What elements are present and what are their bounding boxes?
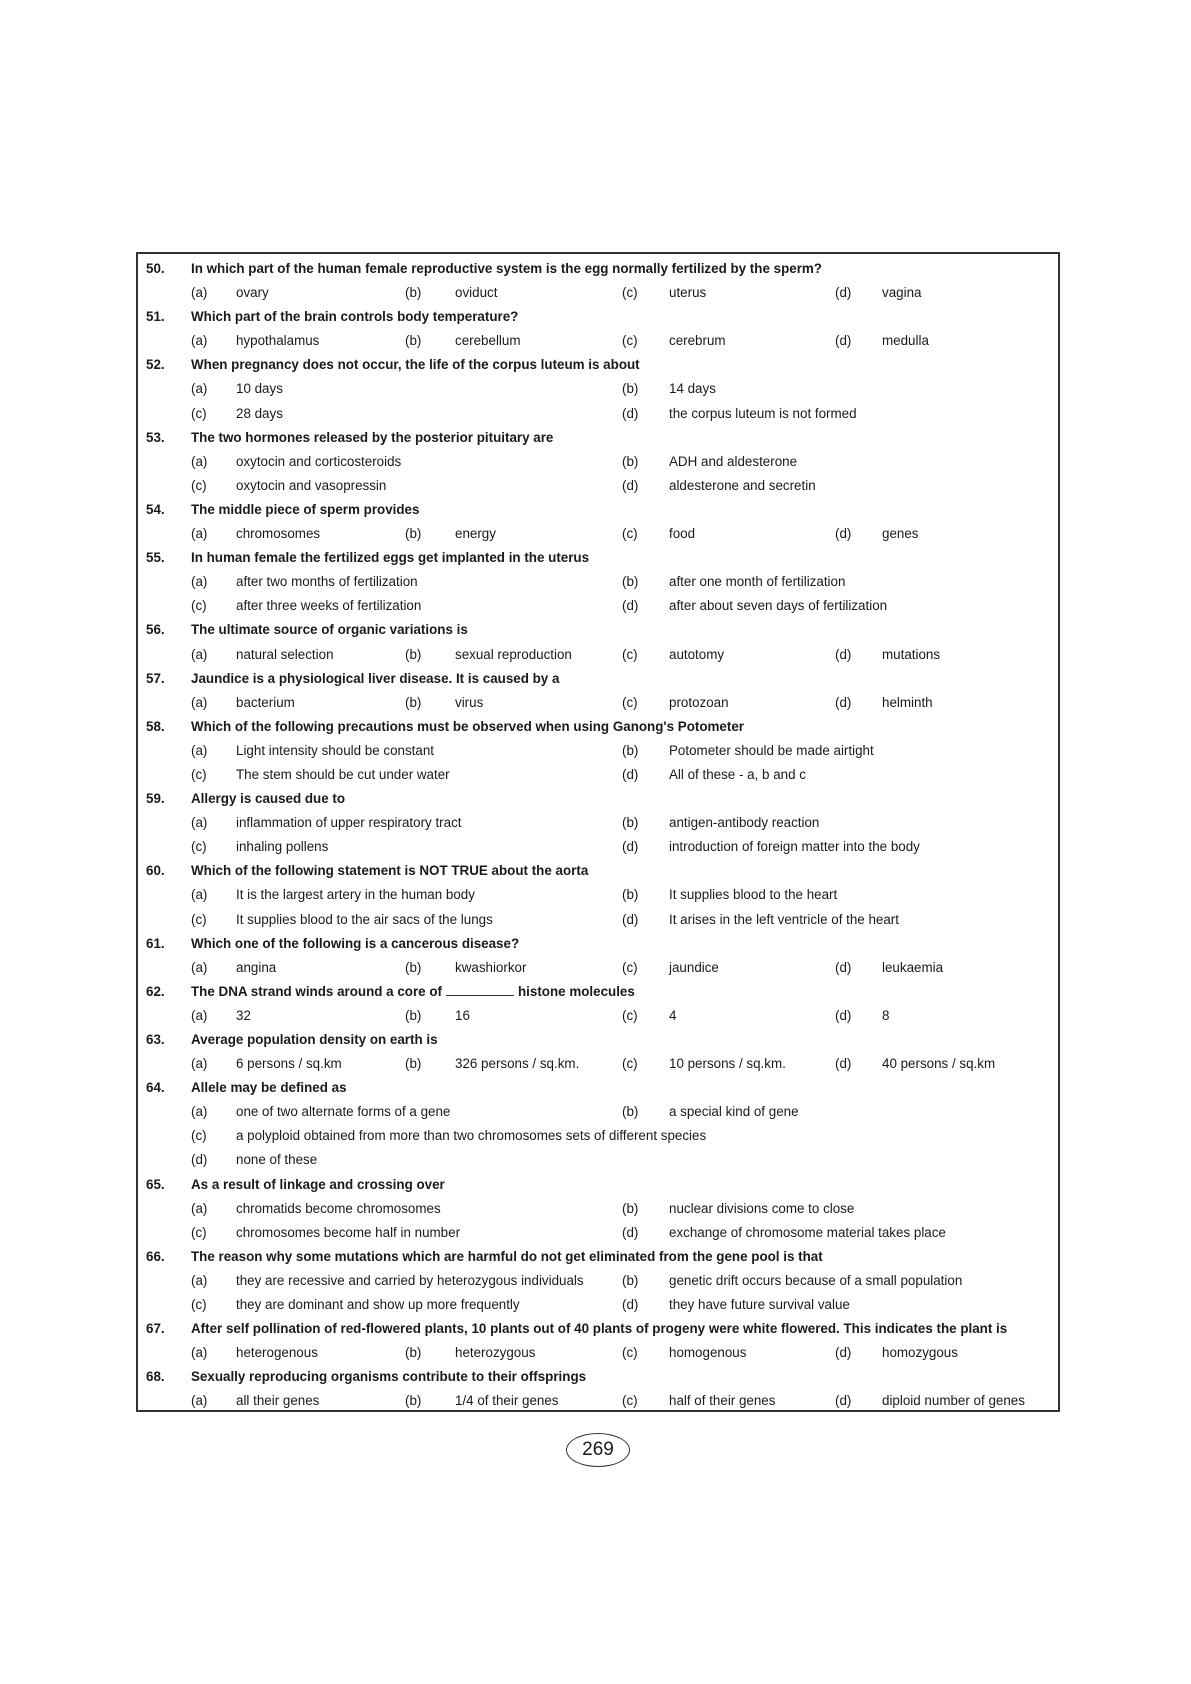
- question-text: In human female the fertilized eggs get implanted in the uterus: [191, 550, 590, 566]
- option-label: (c): [622, 959, 638, 975]
- question-row: [138, 426, 1058, 450]
- options-row: [138, 281, 1058, 305]
- options-row: [138, 835, 1058, 859]
- question-number: 66.: [146, 1248, 165, 1264]
- question-row: [138, 859, 1058, 883]
- option-text: 6 persons / sq.km: [236, 1056, 342, 1072]
- option-text: chromatids become chromosomes: [236, 1200, 441, 1216]
- question-number: 60.: [146, 863, 165, 879]
- question-number: 54.: [146, 501, 165, 517]
- option-text: autotomy: [669, 646, 725, 662]
- option-text: after two months of fertilization: [236, 574, 418, 590]
- option-text: food: [669, 526, 696, 542]
- question-text: In which part of the human female reproductive system is the egg normally fertilized by the sperm?: [191, 261, 822, 276]
- option-label: (d): [622, 911, 639, 927]
- option-text: It supplies blood to the air sacs of the lungs: [236, 911, 493, 927]
- option-label: (c): [191, 405, 207, 421]
- question-text: The reason why some mutations which are harmful do not get eliminated from the gene pool is that: [191, 1248, 823, 1264]
- question-text: Which one of the following is a cancerous disease?: [191, 935, 520, 951]
- option-label: (a): [191, 1200, 208, 1216]
- option-text: chromosomes: [236, 526, 321, 542]
- option-text: virus: [455, 694, 484, 710]
- options-row: [138, 1148, 1058, 1172]
- option-label: (a): [191, 1345, 208, 1361]
- option-text: 10 days: [236, 381, 283, 397]
- options-row: [138, 402, 1058, 426]
- option-text: 10 persons / sq.km.: [669, 1056, 786, 1072]
- option-text: the corpus luteum is not formed: [669, 405, 857, 421]
- question-number: 57.: [146, 670, 165, 686]
- question-row: [138, 546, 1058, 570]
- option-label: (c): [622, 1393, 638, 1409]
- question-text: The middle piece of sperm provides: [191, 501, 420, 517]
- option-text: sexual reproduction: [455, 646, 572, 662]
- option-text: natural selection: [236, 646, 334, 662]
- option-text: they are dominant and show up more frequently: [236, 1297, 520, 1313]
- option-label: (b): [405, 1393, 422, 1409]
- option-label: (d): [191, 1152, 208, 1168]
- option-text: helminth: [882, 694, 933, 710]
- options-row: [138, 570, 1058, 594]
- option-label: (b): [405, 694, 422, 710]
- option-label: (d): [622, 598, 639, 614]
- option-text: medulla: [882, 333, 929, 349]
- question-row: [138, 257, 1058, 281]
- option-text: 40 persons / sq.km: [882, 1056, 996, 1072]
- option-text: after about seven days of fertilization: [669, 598, 888, 614]
- options-row: [138, 691, 1058, 715]
- option-label: (c): [191, 839, 207, 855]
- options-row: [138, 739, 1058, 763]
- question-row: [138, 980, 1058, 1004]
- option-label: (b): [622, 815, 639, 831]
- option-label: (c): [622, 285, 638, 301]
- option-text: It arises in the left ventricle of the heart: [669, 911, 899, 927]
- option-text: all their genes: [236, 1393, 320, 1409]
- option-label: (a): [191, 959, 208, 975]
- option-label: (a): [191, 1007, 208, 1023]
- question-row: [138, 932, 1058, 956]
- option-label: (a): [191, 742, 208, 758]
- question-row: [138, 353, 1058, 377]
- option-text: 4: [669, 1007, 677, 1023]
- option-label: (d): [835, 959, 852, 975]
- question-text: The ultimate source of organic variations is: [191, 622, 468, 638]
- option-text: 8: [882, 1007, 890, 1023]
- option-label: (c): [191, 598, 207, 614]
- option-label: (c): [622, 526, 638, 542]
- option-text: after one month of fertilization: [669, 574, 846, 590]
- option-text: hypothalamus: [236, 333, 320, 349]
- question-number: 53.: [146, 429, 165, 445]
- question-number: 52.: [146, 357, 165, 373]
- option-label: (c): [191, 1224, 207, 1240]
- option-text: 326 persons / sq.km.: [455, 1056, 580, 1072]
- option-text: jaundice: [669, 959, 719, 975]
- options-row: [138, 1100, 1058, 1124]
- option-label: (a): [191, 574, 208, 590]
- option-text: 28 days: [236, 405, 283, 421]
- options-row: [138, 643, 1058, 667]
- option-text: homozygous: [882, 1345, 958, 1361]
- option-label: (b): [622, 453, 639, 469]
- question-row: [138, 618, 1058, 642]
- question-number: 65.: [146, 1176, 165, 1192]
- question-row: [138, 498, 1058, 522]
- option-label: (c): [622, 694, 638, 710]
- option-label: (d): [835, 1393, 852, 1409]
- options-row: [138, 1269, 1058, 1293]
- question-row: [138, 715, 1058, 739]
- option-text: after three weeks of fertilization: [236, 598, 422, 614]
- option-label: (a): [191, 646, 208, 662]
- option-text: nuclear divisions come to close: [669, 1200, 855, 1216]
- option-text: heterozygous: [455, 1345, 536, 1361]
- options-row: [138, 1197, 1058, 1221]
- option-text: genes: [882, 526, 919, 542]
- option-text: exchange of chromosome material takes place: [669, 1224, 946, 1240]
- option-label: (d): [835, 1345, 852, 1361]
- option-text: ADH and aldesterone: [669, 453, 798, 469]
- option-label: (c): [191, 911, 207, 927]
- options-row: [138, 1389, 1058, 1413]
- option-text: a polyploid obtained from more than two chromosomes sets of different species: [236, 1128, 707, 1144]
- question-number: 56.: [146, 622, 165, 638]
- question-number: 64.: [146, 1080, 165, 1096]
- option-label: (b): [405, 959, 422, 975]
- option-label: (d): [835, 1056, 852, 1072]
- option-label: (d): [835, 694, 852, 710]
- option-label: (d): [622, 1297, 639, 1313]
- option-label: (d): [622, 839, 639, 855]
- option-label: (c): [191, 766, 207, 782]
- option-text: Light intensity should be constant: [236, 742, 435, 758]
- option-label: (a): [191, 1056, 208, 1072]
- options-row: [138, 1221, 1058, 1245]
- option-text: antigen-antibody reaction: [669, 815, 820, 831]
- option-text: oxytocin and vasopressin: [236, 477, 387, 493]
- option-label: (b): [622, 742, 639, 758]
- option-text: Potometer should be made airtight: [669, 742, 874, 758]
- option-label: (a): [191, 815, 208, 831]
- question-text: As a result of linkage and crossing over: [191, 1176, 445, 1192]
- option-text: homogenous: [669, 1345, 747, 1361]
- question-text: Which of the following statement is NOT TRUE about the aorta: [191, 863, 589, 879]
- question-row: [138, 1028, 1058, 1052]
- option-label: (b): [622, 574, 639, 590]
- options-row: [138, 1124, 1058, 1148]
- option-label: (b): [405, 285, 422, 301]
- option-label: (c): [191, 477, 207, 493]
- options-row: [138, 1293, 1058, 1317]
- question-row: [138, 1317, 1058, 1341]
- question-number: 63.: [146, 1032, 165, 1047]
- option-text: they have future survival value: [669, 1297, 850, 1313]
- question-row: [138, 787, 1058, 811]
- option-label: (c): [191, 1128, 207, 1144]
- question-text: Allergy is caused due to: [191, 791, 346, 807]
- option-label: (b): [622, 1104, 639, 1120]
- option-label: (b): [622, 1272, 639, 1288]
- option-text: aldesterone and secretin: [669, 477, 816, 493]
- option-text: leukaemia: [882, 959, 944, 975]
- question-number: 50.: [146, 261, 165, 276]
- option-label: (d): [622, 1224, 639, 1240]
- question-frame: [136, 252, 1060, 1412]
- question-text: Which part of the brain controls body temperature?: [191, 309, 519, 325]
- option-label: (b): [622, 887, 639, 903]
- option-label: (b): [622, 1200, 639, 1216]
- option-label: (b): [405, 1056, 422, 1072]
- option-text: chromosomes become half in number: [236, 1224, 461, 1240]
- question-number: 59.: [146, 791, 165, 807]
- question-text: Allele may be defined as: [191, 1080, 347, 1096]
- option-label: (a): [191, 453, 208, 469]
- option-text: 1/4 of their genes: [455, 1393, 559, 1409]
- option-label: (a): [191, 381, 208, 397]
- option-label: (a): [191, 526, 208, 542]
- options-row: [138, 1004, 1058, 1028]
- option-text: one of two alternate forms of a gene: [236, 1104, 451, 1120]
- option-label: (b): [405, 1345, 422, 1361]
- options-row: [138, 377, 1058, 401]
- option-text: oxytocin and corticosteroids: [236, 453, 402, 469]
- question-number: 55.: [146, 550, 165, 566]
- options-row: [138, 763, 1058, 787]
- question-row: [138, 1365, 1058, 1389]
- option-text: energy: [455, 526, 496, 542]
- question-text: [191, 980, 635, 1004]
- question-number: 61.: [146, 935, 165, 951]
- option-text: a special kind of gene: [669, 1104, 799, 1120]
- options-row: [138, 883, 1058, 907]
- options-row: [138, 956, 1058, 980]
- options-row: [138, 522, 1058, 546]
- option-text: 14 days: [669, 381, 716, 397]
- question-number: 51.: [146, 309, 165, 325]
- option-text: genetic drift occurs because of a small population: [669, 1272, 963, 1288]
- option-label: (a): [191, 333, 208, 349]
- option-label: (b): [405, 646, 422, 662]
- question-text-after: histone molecules: [517, 983, 635, 999]
- option-text: angina: [236, 959, 277, 975]
- option-text: half of their genes: [669, 1393, 776, 1409]
- question-row: [138, 1173, 1058, 1197]
- option-label: (a): [191, 285, 208, 301]
- option-text: none of these: [236, 1152, 318, 1168]
- option-label: (d): [835, 1007, 852, 1023]
- option-text: cerebrum: [669, 333, 726, 349]
- option-text: ovary: [236, 285, 269, 301]
- option-label: (d): [835, 646, 852, 662]
- option-label: (a): [191, 887, 208, 903]
- option-text: protozoan: [669, 694, 729, 710]
- option-label: (b): [622, 381, 639, 397]
- question-number: 62.: [146, 983, 165, 999]
- option-label: (d): [835, 333, 852, 349]
- option-label: (a): [191, 1104, 208, 1120]
- option-label: (b): [405, 333, 422, 349]
- option-text: they are recessive and carried by heterozygous individuals: [236, 1272, 584, 1288]
- question-row: [138, 1245, 1058, 1269]
- option-text: mutations: [882, 646, 941, 662]
- options-row: [138, 474, 1058, 498]
- question-number: 68.: [146, 1369, 165, 1385]
- option-text: bacterium: [236, 694, 295, 710]
- question-text-before: The DNA strand winds around a core of: [191, 983, 442, 999]
- option-label: (d): [622, 405, 639, 421]
- option-label: (c): [622, 1007, 638, 1023]
- option-text: 16: [455, 1007, 470, 1023]
- option-label: (c): [191, 1297, 207, 1313]
- options-row: [138, 908, 1058, 932]
- option-text: 32: [236, 1007, 251, 1023]
- option-text: The stem should be cut under water: [236, 766, 450, 782]
- option-text: uterus: [669, 285, 707, 301]
- option-label: (c): [622, 1345, 638, 1361]
- option-label: (c): [622, 333, 638, 349]
- option-text: introduction of foreign matter into the body: [669, 839, 920, 855]
- option-label: (c): [622, 646, 638, 662]
- question-row: [138, 305, 1058, 329]
- question-text: Average population density on earth is: [191, 1032, 438, 1047]
- option-label: (a): [191, 694, 208, 710]
- page-number: 269: [566, 1433, 630, 1467]
- question-text: Jaundice is a physiological liver disease. It is caused by a: [191, 670, 560, 686]
- option-text: diploid number of genes: [882, 1393, 1025, 1409]
- option-label: (b): [405, 1007, 422, 1023]
- option-label: (d): [622, 766, 639, 782]
- option-text: vagina: [882, 285, 922, 301]
- options-row: [138, 1341, 1058, 1365]
- question-text: The two hormones released by the posterior pituitary are: [191, 429, 554, 445]
- options-row: [138, 811, 1058, 835]
- question-number: 58.: [146, 718, 165, 734]
- option-text: inflammation of upper respiratory tract: [236, 815, 462, 831]
- options-row: [138, 450, 1058, 474]
- option-text: It supplies blood to the heart: [669, 887, 838, 903]
- option-text: heterogenous: [236, 1345, 318, 1361]
- question-row: [138, 1076, 1058, 1100]
- options-row: [138, 329, 1058, 353]
- question-number: 67.: [146, 1321, 165, 1337]
- question-text: Which of the following precautions must be observed when using Ganong's Potometer: [191, 718, 744, 734]
- fill-in-blank: [446, 982, 514, 996]
- option-text: oviduct: [455, 285, 498, 301]
- question-text: After self pollination of red-flowered plants, 10 plants out of 40 plants of progeny were white flowered. This indicates the plant is: [191, 1321, 1008, 1337]
- option-label: (d): [835, 285, 852, 301]
- option-text: cerebellum: [455, 333, 521, 349]
- option-text: All of these - a, b and c: [669, 766, 806, 782]
- option-label: (a): [191, 1272, 208, 1288]
- options-row: [138, 1052, 1058, 1076]
- question-text: Sexually reproducing organisms contribute to their offsprings: [191, 1369, 587, 1385]
- option-label: (d): [835, 526, 852, 542]
- option-text: kwashiorkor: [455, 959, 527, 975]
- options-row: [138, 594, 1058, 618]
- option-label: (c): [622, 1056, 638, 1072]
- option-text: inhaling pollens: [236, 839, 329, 855]
- option-label: (b): [405, 526, 422, 542]
- option-label: (d): [622, 477, 639, 493]
- question-text: When pregnancy does not occur, the life of the corpus luteum is about: [191, 357, 640, 373]
- option-text: It is the largest artery in the human body: [236, 887, 475, 903]
- question-row: [138, 667, 1058, 691]
- option-label: (a): [191, 1393, 208, 1409]
